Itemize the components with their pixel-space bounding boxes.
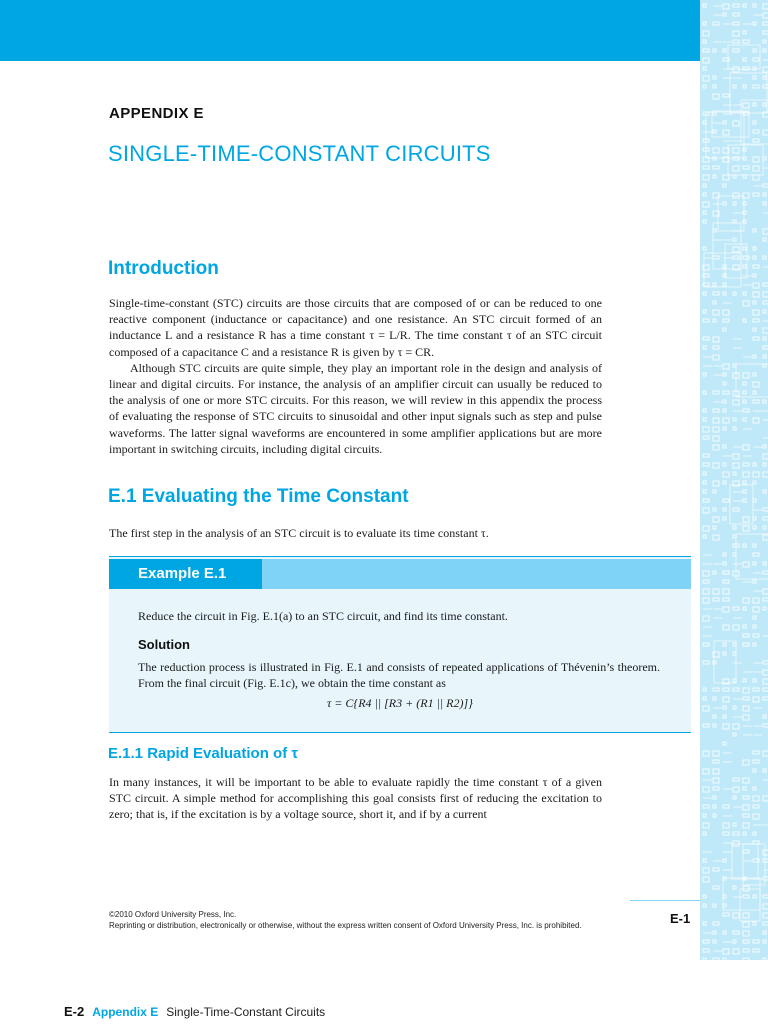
page-number-right: E-1 <box>670 911 691 926</box>
solution-text: The reduction process is illustrated in Fig. E.1 and consists of repeated applications of Thévenin’s theorem. From the final circuit (Fig. E.1c), we obtain the time constant as <box>138 660 660 690</box>
chapter-title: SINGLE-TIME-CONSTANT CIRCUITS <box>108 141 491 166</box>
footer-appendix-label: Appendix E <box>92 1005 159 1019</box>
intro-heading: Introduction <box>108 258 219 279</box>
copyright-line-1: ©2010 Oxford University Press, Inc. <box>109 910 237 919</box>
section-e11-heading: E.1.1 Rapid Evaluation of τ <box>108 745 299 762</box>
header-color-bar <box>0 0 700 61</box>
example-statement: Reduce the circuit in Fig. E.1(a) to an STC circuit, and find its time constant. <box>138 609 508 623</box>
copyright-line-2: Reprinting or distribution, electronically or otherwise, without the express written consent of Oxford University Press, Inc. is prohibited. <box>109 921 582 930</box>
decorative-pattern-strip <box>700 0 768 960</box>
section-e1-paragraph: The first step in the analysis of an STC circuit is to evaluate its time constant τ. <box>109 526 489 540</box>
section-e11-paragraph: In many instances, it will be important to be able to evaluate rapidly the time constant τ of a given STC circuit. A simple method for accomplishing this goal consists first of reducing the excitation to zero; that is, if the excitation is by a voltage source, short it, and if by a current <box>109 775 602 822</box>
copyright-notice <box>109 909 582 931</box>
section-e1-heading: E.1 Evaluating the Time Constant <box>108 486 409 507</box>
solution-label: Solution <box>138 637 190 652</box>
footer-rule <box>630 900 700 901</box>
running-footer <box>64 1004 325 1019</box>
intro-paragraph-1: Single-time-constant (STC) circuits are those circuits that are composed of or can be reduced to one reactive component (inductance or capacitance) and one resistance. An STC circuit formed of an inductance L and a resistance R has a time constant τ = L/R. The time constant τ of an STC circuit composed of a capacitance C and a resistance R is given by τ = CR. <box>109 296 602 359</box>
intro-paragraph-2: Although STC circuits are quite simple, they play an important role in the design and analysis of linear and digital circuits. For instance, the analysis of an amplifier circuit can usually be reduced to the analysis of one or more STC circuits. For this reason, we will review in this appendix the process of evaluating the response of STC circuits to sinusoidal and other input signals such as step and pulse waveforms. The latter signal waveforms are encountered in some amplifier applications but are more important in switching circuits, including digital circuits. <box>109 360 602 456</box>
example-label: Example E.1 <box>109 559 262 589</box>
page-number-left: E-2 <box>64 1004 85 1019</box>
footer-running-title: Single-Time-Constant Circuits <box>166 1005 326 1019</box>
example-header-bar <box>109 559 691 589</box>
intro-text <box>109 295 602 457</box>
appendix-label: APPENDIX E <box>109 105 204 122</box>
time-constant-equation: τ = C{R4 || [R3 + (R1 || R2)]} <box>327 696 473 710</box>
example-box <box>109 556 691 733</box>
